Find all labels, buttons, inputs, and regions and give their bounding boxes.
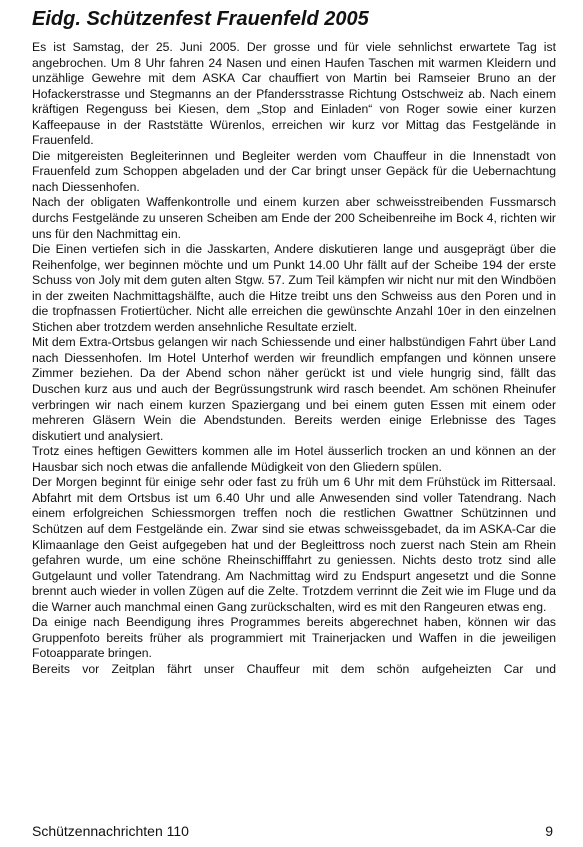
paragraph: Bereits vor Zeitplan fährt unser Chauffeur mit dem schön aufgeheizten Car und	[32, 661, 556, 676]
paragraph: Die Einen vertiefen sich in die Jasskarten, Andere diskutieren lange und ausgeprägt über die Reihenfolge, wer beginnen möchte und um Punkt 14.00 Uhr fällt auf der Scheibe 194 der erste Schuss von Joly mit dem guten alten Stgw. 57. Zum Teil kämpfen wir nicht nur mit den Windböen in der zweiten Nachmittagshälfte, auch die Hitze treibt uns den Schweiss aus den Poren und in die tropfnassen Frotiertücher. Nicht alle erreichen die gewünschte Anzahl 10er in den einzelnen Stichen aber trotzdem werden ansehnliche Resultate erzielt.	[32, 242, 556, 334]
footer-publication: Schützennachrichten 110	[32, 823, 189, 839]
paragraph: Nach der obligaten Waffenkontrolle und einem kurzen aber schweisstreibenden Fussmarsch durchs Festgelände zu unseren Scheiben am Ende der 200 Scheibenreihe im Bock 4, richten wir uns für den Nachmittag ein.	[32, 195, 556, 241]
paragraph: Es ist Samstag, der 25. Juni 2005. Der grosse und für viele sehnlichst erwartete Tag ist angebrochen. Um 8 Uhr fahren 24 Nasen und einen Haufen Taschen mit warmen Kleidern und unzählige Gewehre mit dem ASKA Car chauffiert von Martin bei Ramseier Bruno an der Hofackerstrasse und Stegmanns an der Pfandersstrasse Richtung Ostschweiz ab. Nach einem kräftigen Regenguss bei Kiesen, dem „Stop and Einladen“ von Roger sowie einer kurzen Kaffeepause in der Raststätte Würenlos, erreichen wir kurz vor Mittag das Festgelände in Frauenfeld.	[32, 40, 556, 148]
paragraph: Trotz eines heftigen Gewitters kommen alle im Hotel äusserlich trocken an und können an der Hausbar sich noch etwas die anfallende Müdigkeit von den Gliedern spülen.	[32, 444, 556, 474]
article-title: Eidg. Schützenfest Frauenfeld 2005	[32, 8, 369, 30]
footer-page-number: 9	[545, 823, 553, 839]
article-body	[32, 40, 556, 677]
paragraph: Der Morgen beginnt für einige sehr oder fast zu früh um 6 Uhr mit dem Frühstück im Rittersaal. Abfahrt mit dem Ortsbus ist um 6.40 Uhr und alle Anwesenden sind voller Tatendrang. Nach einem erfolgreichen Schiessmorgen treffen noch die restlichen Gwattner Schützinnen und Schützen auf dem Festgelände ein. Zwar sind sie etwas schweissgebadet, da im ASKA-Car die Klimaanlage den Geist aufgegeben hat und der Begleittross noch zuerst nach Stein am Rhein gefahren wurde, um eine schöne Rheinschifffahrt zu geniessen. Nichts desto trotz sind alle Gutgelaunt und voller Tatendrang. Am Nachmittag wird zu Endspurt angesetzt und die Sonne brennt auch wieder in vollen Zügen auf die Zelte. Trotzdem verrinnt die Zeit wie im Fluge und da die Warner auch manchmal einen Gang zurückschalten, wird es mit den Rangeuren etwas eng.	[32, 475, 556, 614]
paragraph: Die mitgereisten Begleiterinnen und Begleiter werden vom Chauffeur in die Innenstadt von Frauenfeld zum Schoppen abgeladen und der Car bringt unser Gepäck für die Uebernachtung nach Diessenhofen.	[32, 148, 556, 194]
paragraph: Mit dem Extra-Ortsbus gelangen wir nach Schiessende und einer halbstündigen Fahrt über Land nach Diessenhofen. Im Hotel Unterhof werden wir freundlich empfangen und können unsere Zimmer beziehen. Da der Abend schon näher gerückt ist und viele hungrig sind, fällt das Duschen kurz aus und auch der Begrüssungstrunk wird rasch beendet. Am schönen Rheinufer verbringen wir nach einem kurzen Spaziergang und bei einem guten Essen mit einem oder mehreren Gläsern Wein die Abendstunden. Bereits werden einige Erlebnisse des Tages diskutiert und analysiert.	[32, 335, 556, 443]
paragraph: Da einige nach Beendigung ihres Programmes bereits abgerechnet haben, können wir das Gruppenfoto bereits früher als programmiert mit Trainerjacken und Waffen in die jeweiligen Fotoapparate bringen.	[32, 615, 556, 661]
